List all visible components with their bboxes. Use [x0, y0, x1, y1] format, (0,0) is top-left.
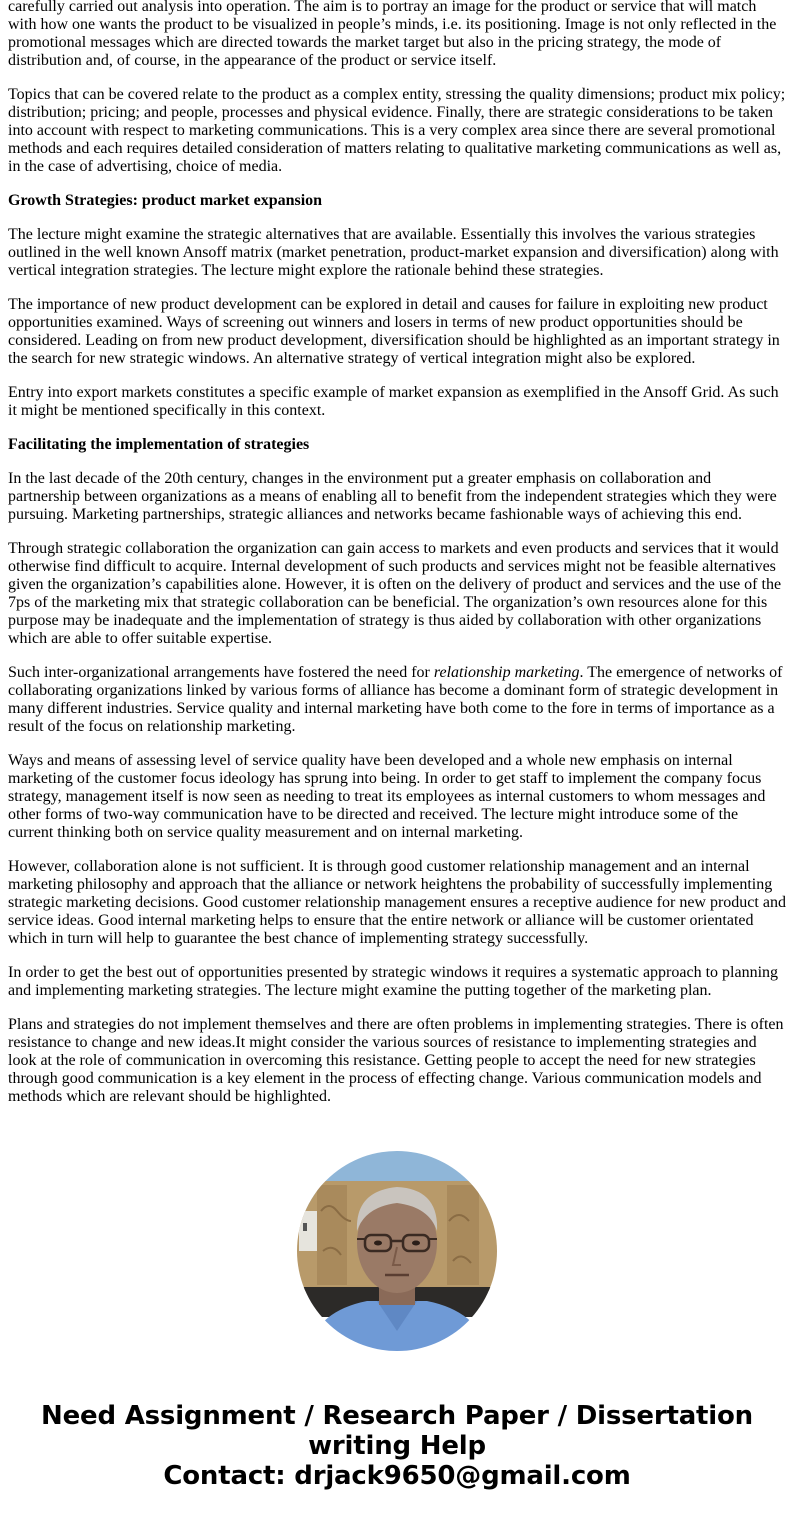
author-avatar	[297, 1151, 497, 1351]
paragraph-topics: Topics that can be covered relate to the product as a complex entity, stressing the quality dimensions; product mix policy; distribution; pricing; and people, processes and physical evidence. Finally, there are strategic considerations to be taken into account with respect to marketing communications. This is a very complex area since there are several promotional methods and each requires detailed consideration of matters relating to qualitative marketing communications as well as, in the case of advertising, choice of media.	[8, 86, 786, 175]
paragraph-collaboration-partnership: In the last decade of the 20th century, changes in the environment put a greater emphasis on collaboration and partnership between organizations as a means of enabling all to benefit from the independent strategies which they were pursuing. Marketing partnerships, strategic alliances and networks became fashionable ways of achieving this end.	[8, 470, 777, 523]
paragraph-relationship-marketing	[8, 664, 786, 736]
person-photo-icon	[297, 1151, 497, 1351]
paragraph-crm-internal-marketing: However, collaboration alone is not sufficient. It is through good customer relationship management and an internal marketing philosophy and approach that the alliance or network heightens the probability of successfully implementing strategic marketing decisions. Good customer relationship management ensures a receptive audience for new product and service ideas. Good internal marketing helps to ensure that the entire network or alliance will be customer orientated which in turn will help to guarantee the best chance of implementing strategy successfully.	[8, 858, 786, 947]
relationship-marketing-tail: . The emergence of networks of collaborating organizations linked by various forms of alliance has become a dominant form of strategic development in many different industries. Service quality and internal marketing have both come to the fore in terms of importance as a result of the focus on relationship marketing.	[8, 664, 783, 735]
paragraph-service-quality: Ways and means of assessing level of service quality have been developed and a whole new emphasis on internal marketing of the customer focus ideology has sprung into being. In order to get staff to implement the company focus strategy, management itself is now seen as needing to treat its employees as internal customers to whom messages and other forms of two-way communication have to be directed and received. The lecture might introduce some of the current thinking both on service quality measurement and on internal marketing.	[8, 752, 766, 841]
banner-line-help: writing Help	[308, 1431, 486, 1461]
banner-line-services: Need Assignment / Research Paper / Dissertation	[41, 1401, 753, 1431]
paragraph-new-product-development: The importance of new product development can be explored in detail and causes for failure in exploiting new product opportunities examined. Ways of screening out winners and losers in terms of new product opportunities should be considered. Leading on from new product development, diversification should be highlighted as an important strategy in the search for new strategic windows. An alternative strategy of vertical integration might also be explored.	[8, 296, 780, 367]
relationship-marketing-emphasis: relationship marketing	[433, 664, 580, 681]
paragraph-strategic-collaboration: Through strategic collaboration the organization can gain access to markets and even products and services that it would otherwise find difficult to acquire. Internal development of such products and services might not be feasible alternatives given the organization’s capabilities alone. However, it is often on the delivery of product and services and the use of the 7ps of the marketing mix that strategic collaboration can be beneficial. The organization’s own resources alone for this purpose may be inadequate and the implementation of strategy is thus aided by collaboration with other organizations which are able to offer suitable expertise.	[8, 540, 782, 647]
section-heading-facilitating-implementation: Facilitating the implementation of strategies	[8, 436, 310, 453]
contact-banner	[0, 1401, 794, 1491]
paragraph-resistance-to-change: Plans and strategies do not implement themselves and there are often problems in implementing strategies. There is often resistance to change and new ideas.It might consider the various sources of resistance to implementing strategies and look at the role of communication in overcoming this resistance. Getting people to accept the need for new strategies through good communication is a key element in the process of effecting change. Various communication models and methods which are relevant should be highlighted.	[8, 1016, 784, 1105]
relationship-marketing-lead: Such inter-organizational arrangements have fostered the need for	[8, 664, 434, 681]
paragraph-strategic-alternatives: The lecture might examine the strategic alternatives that are available. Essentially this involves the various strategies outlined in the well known Ansoff matrix (market penetration, product-market expansion and diversification) along with vertical integration strategies. The lecture might explore the rationale behind these strategies.	[8, 226, 779, 279]
paragraph-marketing-plan: In order to get the best out of opportunities presented by strategic windows it requires a systematic approach to planning and implementing marketing strategies. The lecture might examine the putting together of the marketing plan.	[8, 964, 779, 999]
paragraph-positioning: carefully carried out analysis into operation. The aim is to portray an image for the product or service that will match with how one wants the product to be visualized in people’s minds, i.e. its positioning. Image is not only reflected in the promotional messages which are directed towards the market target but also in the pricing strategy, the mode of distribution and, of course, in the appearance of the product or service itself.	[8, 0, 777, 69]
paragraph-export-markets: Entry into export markets constitutes a specific example of market expansion as exemplified in the Ansoff Grid. As such it might be mentioned specifically in this context.	[8, 384, 779, 419]
section-heading-growth-strategies: Growth Strategies: product market expansion	[8, 192, 323, 209]
banner-line-contact-email: Contact: drjack9650@gmail.com	[163, 1461, 631, 1491]
